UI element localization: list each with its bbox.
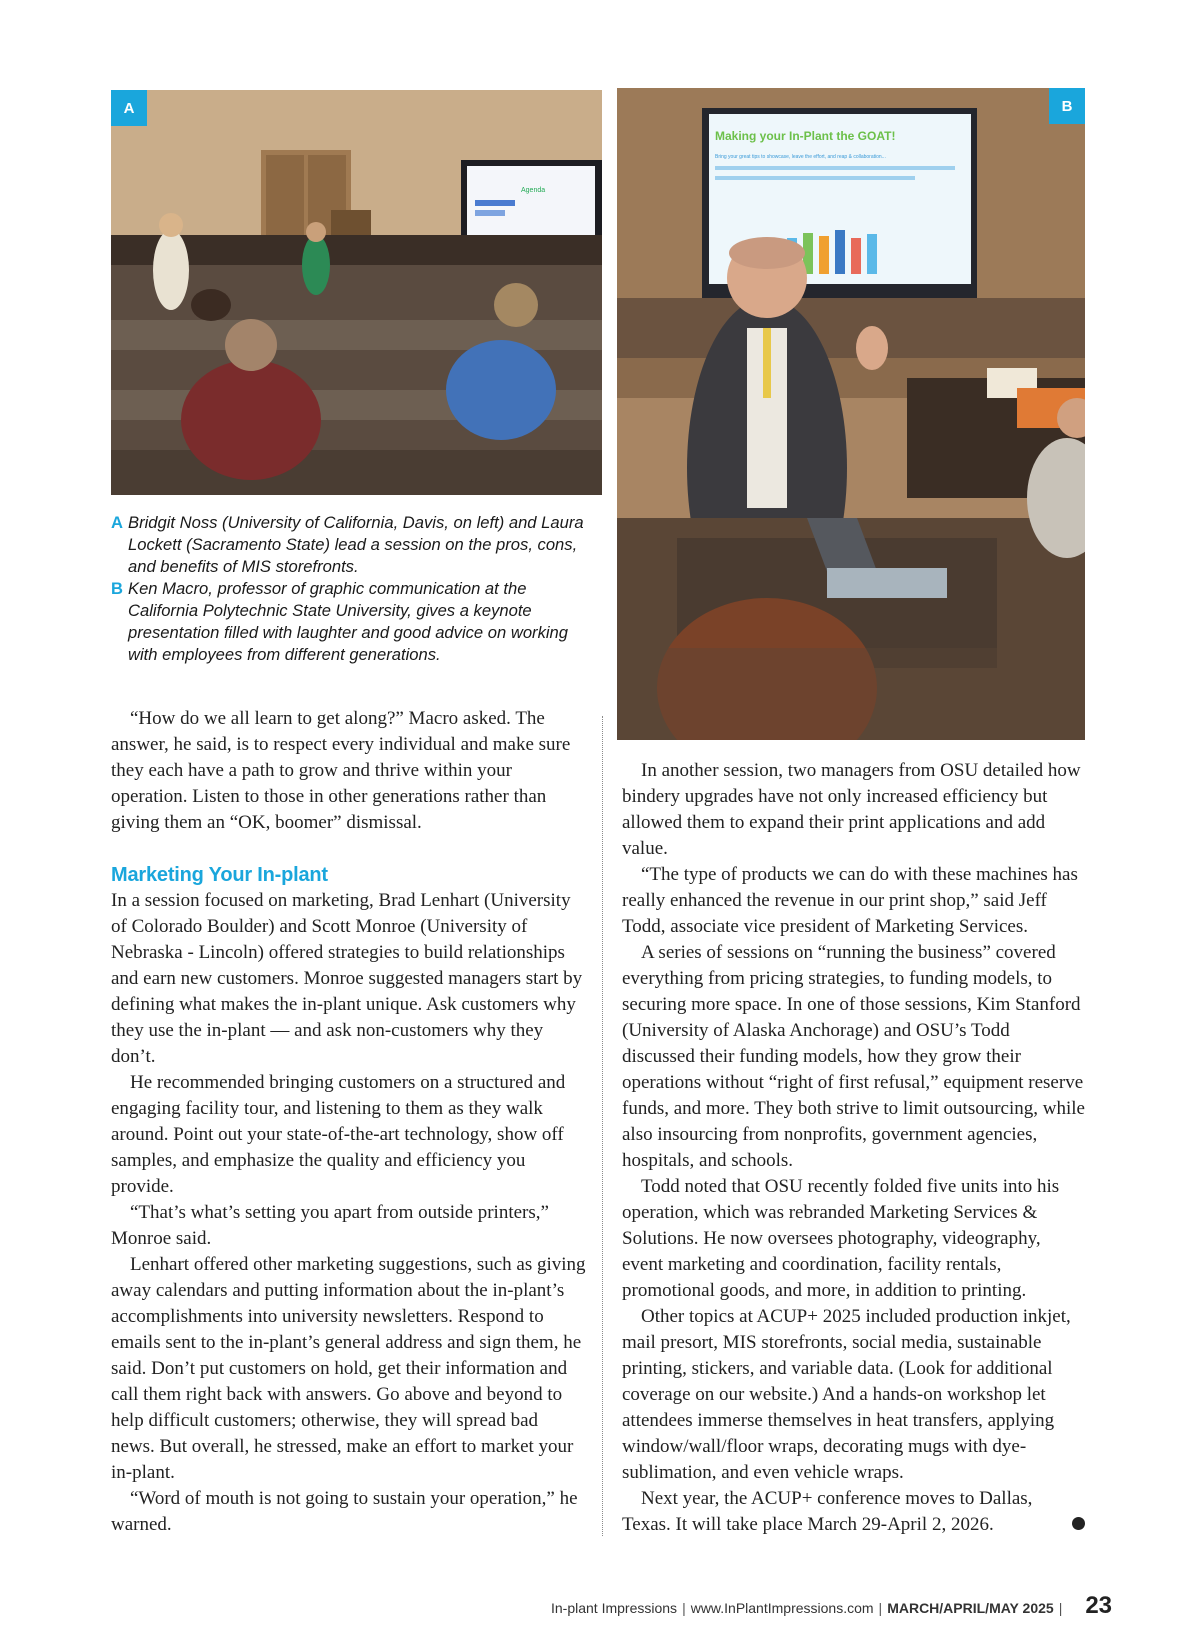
caption-b	[111, 578, 601, 666]
left-paragraph-4: “That’s what’s setting you apart from outside printers,” Monroe said.	[111, 1202, 549, 1249]
photo-a-image	[111, 90, 602, 495]
slide-b-body: Bring your great tips to showcase, leave the effort, and reap & collaboration...	[715, 154, 886, 160]
left-paragraph-5: Lenhart offered other marketing suggestions, such as giving away calendars and putting information about the in-plant’s accomplishments into university newsletters. Respond to emails sent to the in-plant’s general address and sign them, he said. Don’t put customers on hold, get their information and call them right back with answers. Go above and beyond to help difficult customers; otherwise, they will spread bad news. But overall, he stressed, make an effort to market your in-plant.	[111, 1254, 586, 1483]
slide-b-title: Making your In-Plant the GOAT!	[715, 129, 896, 143]
right-paragraph-4: Todd noted that OSU recently folded five units into his operation, which was rebranded Marketing Services & Solutions. He now oversees photography, videography, event marketing and coordination, facility rentals, promotional goods, and more, in addition to printing.	[622, 1176, 1060, 1301]
caption-b-letter: B	[111, 579, 123, 598]
left-paragraph-6: “Word of mouth is not going to sustain your operation,” he warned.	[111, 1488, 578, 1535]
page-number: 23	[1085, 1592, 1113, 1619]
caption-b-text: Ken Macro, professor of graphic communication at the California Polytechnic State University, gives a keynote presentation filled with laughter and good advice on working with employees from different generations.	[128, 579, 569, 664]
left-column	[111, 706, 586, 1538]
photo-b-tag: B	[1049, 88, 1085, 124]
photo-captions	[111, 512, 601, 666]
section-heading: Marketing Your In-plant	[111, 864, 328, 886]
photo-a-tag: A	[111, 90, 147, 126]
footer-separator: |	[878, 1600, 883, 1616]
slide-a-label: Agenda	[521, 187, 546, 194]
photo-a-session	[111, 90, 602, 495]
footer-separator: |	[682, 1600, 686, 1616]
footer-publication: In-plant Impressions	[551, 1600, 678, 1616]
right-paragraph-6: Next year, the ACUP+ conference moves to Dallas, Texas. It will take place March 29-April 2, 2026.	[622, 1488, 1033, 1535]
right-paragraph-3: A series of sessions on “running the business” covered everything from pricing strategies, to funding models, to securing more space. In one of those sessions, Kim Stanford (University of Alaska Anchorage) and OSU’s Todd discussed their funding models, how they grow their operations without “right of first refusal,” equipment reserve funds, and more. They both strive to limit outsourcing, while also insourcing from nonprofits, government agencies, hospitals, and schools.	[622, 942, 1085, 1171]
footer-website[interactable]: www.InPlantImpressions.com	[690, 1600, 874, 1616]
right-paragraph-2: “The type of products we can do with these machines has really enhanced the revenue in our print shop,” said Jeff Todd, associate vice president of Marketing Services.	[622, 864, 1078, 937]
caption-a	[111, 512, 601, 578]
end-of-story-icon	[1072, 1517, 1085, 1530]
footer-separator: |	[1058, 1600, 1063, 1616]
right-paragraph-1: In another session, two managers from OSU detailed how bindery upgrades have not only increased efficiency but allowed them to expand their print applications and add value.	[622, 760, 1081, 859]
photo-b-image	[617, 88, 1085, 740]
left-paragraph-2: In a session focused on marketing, Brad Lenhart (University of Colorado Boulder) and Scott Monroe (University of Nebraska - Lincoln) offered strategies to build relationships and earn new customers. Monroe suggested managers start by defining what makes the in-plant unique. Ask customers why they use the in-plant — and ask non-customers why they don’t.	[111, 890, 583, 1067]
caption-a-letter: A	[111, 513, 123, 532]
footer-issue: MARCH/APRIL/MAY 2025	[887, 1600, 1054, 1616]
column-divider	[602, 716, 603, 1536]
caption-a-text: Bridgit Noss (University of California, Davis, on left) and Laura Lockett (Sacramento State) lead a session on the pros, cons, and benefits of MIS storefronts.	[128, 513, 584, 576]
final-paragraph-wrap	[622, 1486, 1085, 1538]
photo-b-keynote	[617, 88, 1085, 740]
right-paragraph-5: Other topics at ACUP+ 2025 included production inkjet, mail presort, MIS storefronts, social media, sustainable printing, stickers, and variable data. (Look for additional coverage on our website.) And a hands-on workshop let attendees immerse themselves in heat transfers, applying window/wall/floor wraps, decorating mugs with dye-sublimation, and even vehicle wraps.	[622, 1306, 1071, 1483]
page-footer	[551, 1592, 1151, 1620]
left-paragraph-1: “How do we all learn to get along?” Macro asked. The answer, he said, is to respect every individual and make sure they each have a path to grow and thrive within your operation. Listen to those in other generations rather than giving them an “OK, boomer” dismissal.	[111, 708, 571, 833]
left-paragraph-3: He recommended bringing customers on a structured and engaging facility tour, and listening to them as they walk around. Point out your state-of-the-art technology, show off samples, and emphasize the quality and efficiency you provide.	[111, 1072, 566, 1197]
right-column	[622, 758, 1085, 1538]
